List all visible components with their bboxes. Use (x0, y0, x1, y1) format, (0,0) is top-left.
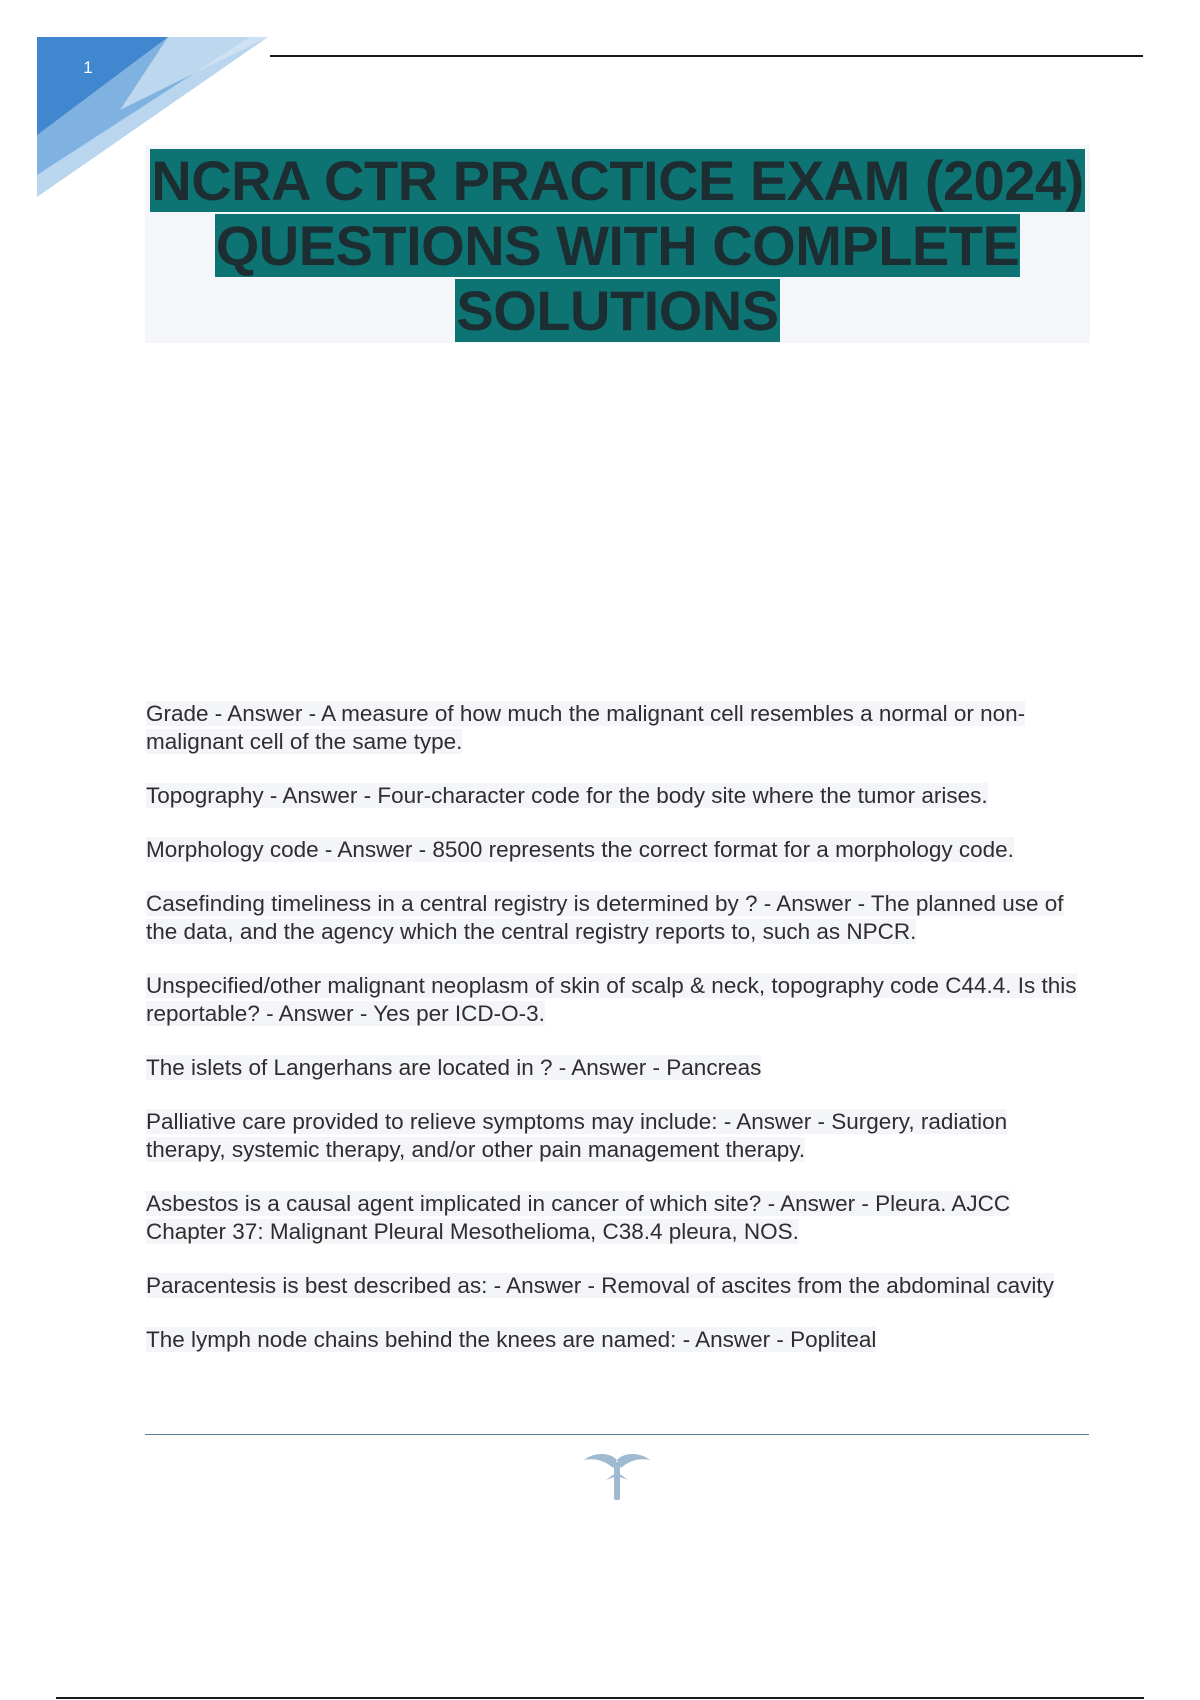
qa-item-text: Paracentesis is best described as: - Answer - Removal of ascites from the abdominal cavity (146, 1273, 1054, 1298)
fleuron-ornament-icon (580, 1450, 654, 1502)
qa-item (146, 1054, 1086, 1082)
page-bottom-rule (56, 1697, 1144, 1699)
header-rule (270, 55, 1143, 57)
qa-item (146, 1190, 1086, 1246)
qa-item-text: Morphology code - Answer - 8500 represents the correct format for a morphology code. (146, 837, 1014, 862)
qa-item (146, 836, 1086, 864)
qa-item (146, 890, 1086, 946)
qa-item-text: Casefinding timeliness in a central registry is determined by ? - Answer - The planned use of the data, and the agency which the central registry reports to, such as NPCR. (146, 891, 1064, 944)
qa-item-text: Palliative care provided to relieve symptoms may include: - Answer - Surgery, radiation therapy, systemic therapy, and/or other pain management therapy. (146, 1109, 1008, 1162)
qa-item (146, 1272, 1086, 1300)
qa-item (146, 1108, 1086, 1164)
footer-rule (145, 1434, 1089, 1435)
qa-item-text: The lymph node chains behind the knees are named: - Answer - Popliteal (146, 1327, 877, 1352)
qa-item (146, 700, 1086, 756)
qa-item (146, 782, 1086, 810)
qa-item-text: Topography - Answer - Four-character code for the body site where the tumor arises. (146, 783, 988, 808)
qa-item-text: The islets of Langerhans are located in ? - Answer - Pancreas (146, 1055, 762, 1080)
qa-list (146, 700, 1086, 1380)
page-number: 1 (83, 58, 93, 77)
qa-item (146, 1326, 1086, 1354)
qa-item (146, 972, 1086, 1028)
qa-item-text: Unspecified/other malignant neoplasm of skin of scalp & neck, topography code C44.4. Is this reportable? - Answer - Yes per ICD-O-3. (146, 973, 1077, 1026)
qa-item-text: Grade - Answer - A measure of how much the malignant cell resembles a normal or non-malignant cell of the same type. (146, 701, 1026, 754)
document-title-text: NCRA CTR PRACTICE EXAM (2024) QUESTIONS WITH COMPLETE SOLUTIONS (151, 149, 1084, 342)
document-title (145, 148, 1090, 343)
qa-item-text: Asbestos is a causal agent implicated in cancer of which site? - Answer - Pleura. AJCC Chapter 37: Malignant Pleural Mesothelioma, C38.4 pleura, NOS. (146, 1191, 1011, 1244)
